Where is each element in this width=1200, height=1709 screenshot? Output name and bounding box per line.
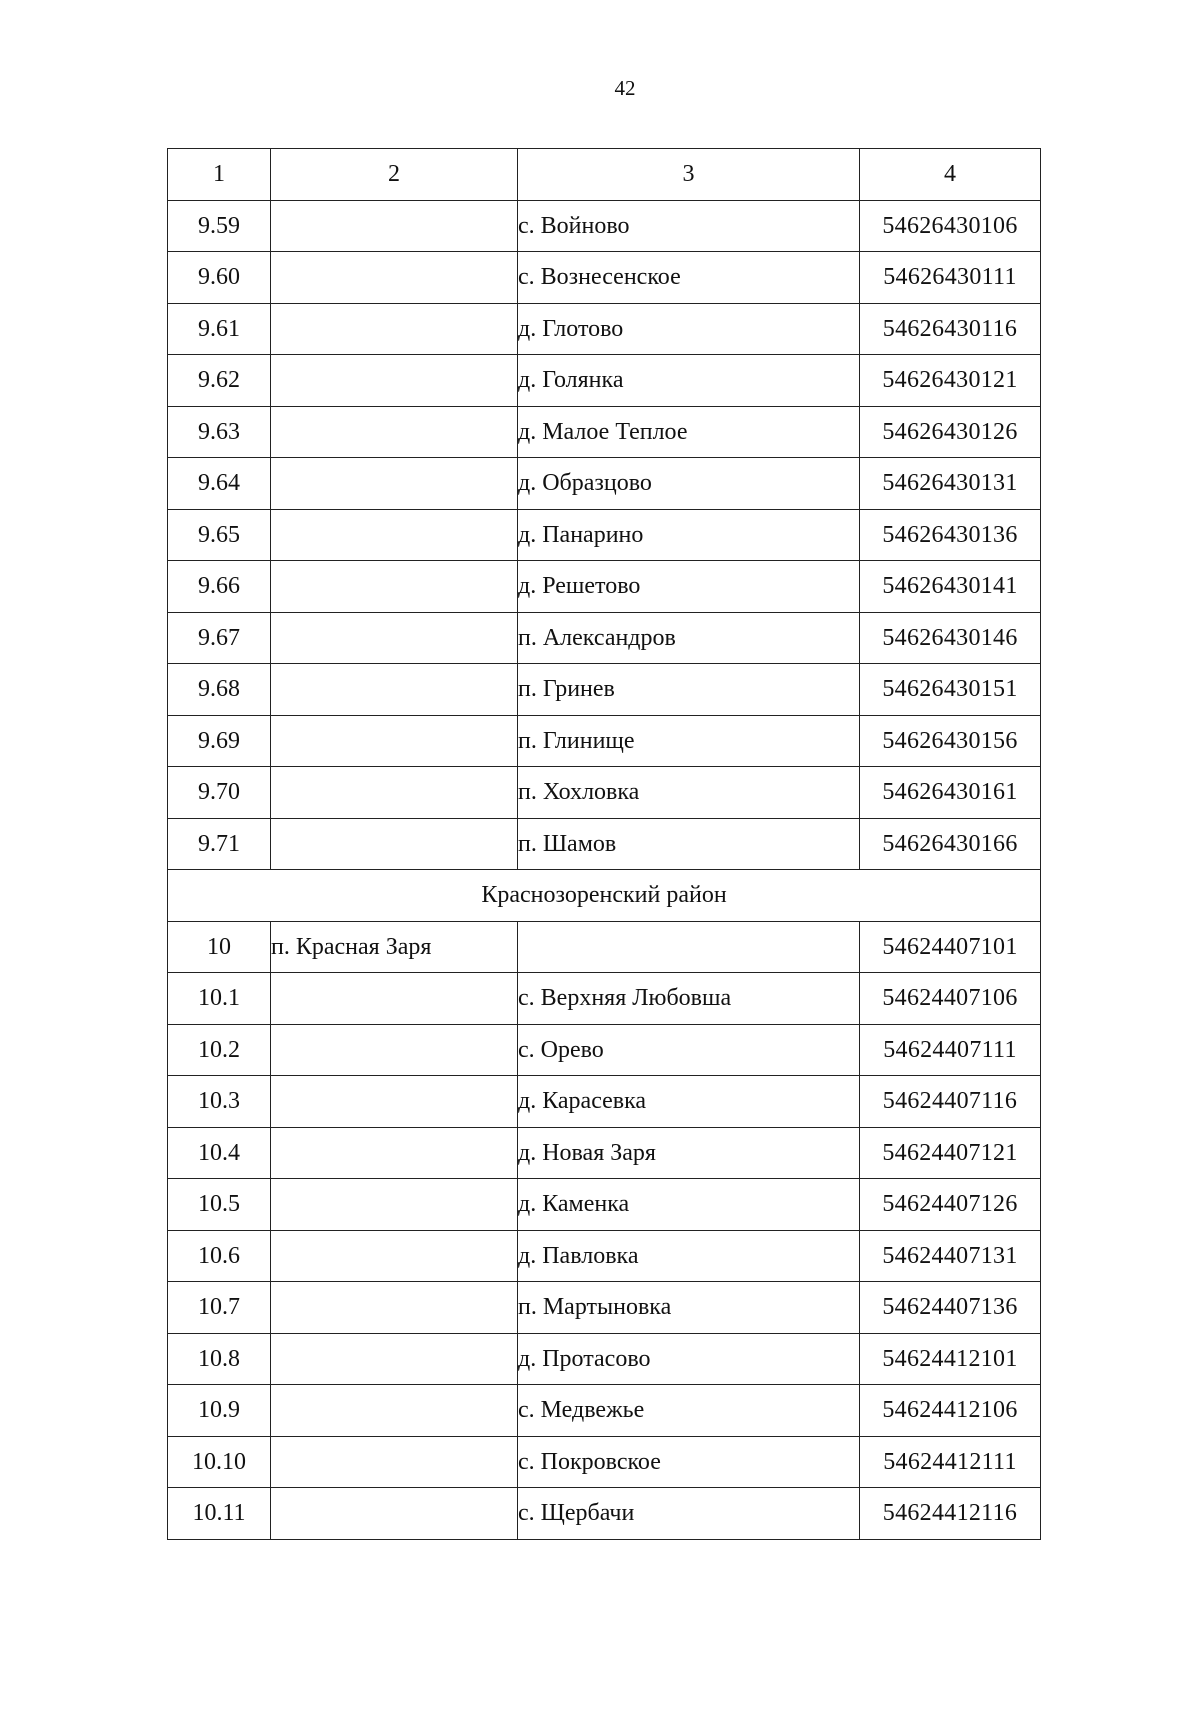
settlement-name-cell — [271, 561, 518, 613]
column-header: 3 — [518, 149, 860, 201]
settlement-name-cell — [271, 818, 518, 870]
column-header: 2 — [271, 149, 518, 201]
locality-name-cell: д. Решетово — [518, 561, 860, 613]
settlement-name-cell — [271, 458, 518, 510]
locality-name-cell: с. Верхняя Любовша — [518, 973, 860, 1025]
settlement-name-cell — [271, 355, 518, 407]
row-number-cell: 9.66 — [168, 561, 271, 613]
locality-name-cell: п. Мартыновка — [518, 1282, 860, 1334]
oktmo-code-cell: 54626430151 — [860, 664, 1041, 716]
settlement-name-cell — [271, 973, 518, 1025]
locality-name-cell: с. Орево — [518, 1024, 860, 1076]
oktmo-code-cell: 54624407101 — [860, 921, 1041, 973]
locality-name-cell: с. Щербачи — [518, 1488, 860, 1540]
row-number-cell: 10.9 — [168, 1385, 271, 1437]
settlement-name-cell — [271, 1179, 518, 1231]
row-number-cell: 10.5 — [168, 1179, 271, 1231]
settlement-name-cell — [271, 1127, 518, 1179]
row-number-cell: 9.60 — [168, 252, 271, 304]
row-number-cell: 9.65 — [168, 509, 271, 561]
table-row — [168, 1333, 1041, 1385]
table-row — [168, 1076, 1041, 1128]
table-row — [168, 921, 1041, 973]
settlement-name-cell — [271, 303, 518, 355]
settlement-name-cell — [271, 1488, 518, 1540]
row-number-cell: 9.64 — [168, 458, 271, 510]
table-row — [168, 664, 1041, 716]
row-number-cell: 9.71 — [168, 818, 271, 870]
settlement-name-cell — [271, 612, 518, 664]
settlement-name-cell — [271, 509, 518, 561]
table-row — [168, 1488, 1041, 1540]
row-number-cell: 10.7 — [168, 1282, 271, 1334]
settlement-name-cell — [271, 252, 518, 304]
row-number-cell: 10.2 — [168, 1024, 271, 1076]
locality-name-cell — [518, 921, 860, 973]
oktmo-code-cell: 54626430121 — [860, 355, 1041, 407]
table-row — [168, 612, 1041, 664]
table-row — [168, 355, 1041, 407]
row-number-cell: 10 — [168, 921, 271, 973]
row-number-cell: 9.62 — [168, 355, 271, 407]
row-number-cell: 9.63 — [168, 406, 271, 458]
section-row — [168, 870, 1041, 922]
settlement-name-cell — [271, 1076, 518, 1128]
table-row — [168, 509, 1041, 561]
table-row — [168, 973, 1041, 1025]
row-number-cell: 10.11 — [168, 1488, 271, 1540]
settlement-name-cell — [271, 1282, 518, 1334]
table-row — [168, 715, 1041, 767]
row-number-cell: 10.8 — [168, 1333, 271, 1385]
settlement-name-cell — [271, 664, 518, 716]
settlement-name-cell: п. Красная Заря — [271, 921, 518, 973]
locality-name-cell: с. Войново — [518, 200, 860, 252]
page-number: 42 — [614, 76, 636, 100]
locality-name-cell: д. Малое Теплое — [518, 406, 860, 458]
table-row — [168, 200, 1041, 252]
row-number-cell: 9.61 — [168, 303, 271, 355]
oktmo-code-cell: 54626430156 — [860, 715, 1041, 767]
column-header: 4 — [860, 149, 1041, 201]
locality-name-cell: с. Медвежье — [518, 1385, 860, 1437]
settlement-name-cell — [271, 715, 518, 767]
oktmo-code-cell: 54624412111 — [860, 1436, 1041, 1488]
table-row — [168, 1436, 1041, 1488]
oktmo-code-cell: 54624407136 — [860, 1282, 1041, 1334]
locality-name-cell: д. Павловка — [518, 1230, 860, 1282]
oktmo-code-cell: 54624407131 — [860, 1230, 1041, 1282]
oktmo-code-cell: 54624412101 — [860, 1333, 1041, 1385]
oktmo-code-cell: 54626430126 — [860, 406, 1041, 458]
table-row — [168, 1230, 1041, 1282]
table-row — [168, 1127, 1041, 1179]
locality-name-cell: с. Вознесенское — [518, 252, 860, 304]
row-number-cell: 9.67 — [168, 612, 271, 664]
table-row — [168, 303, 1041, 355]
locality-name-cell: д. Карасевка — [518, 1076, 860, 1128]
oktmo-code-cell: 54626430131 — [860, 458, 1041, 510]
table-row — [168, 458, 1041, 510]
row-number-cell: 10.6 — [168, 1230, 271, 1282]
locality-name-cell: п. Шамов — [518, 818, 860, 870]
row-number-cell: 10.10 — [168, 1436, 271, 1488]
settlement-name-cell — [271, 1333, 518, 1385]
oktmo-code-cell: 54626430161 — [860, 767, 1041, 819]
table-row — [168, 1024, 1041, 1076]
locality-name-cell: п. Александров — [518, 612, 860, 664]
row-number-cell: 9.59 — [168, 200, 271, 252]
table-header-row — [168, 149, 1041, 201]
settlements-table — [167, 148, 1041, 1540]
settlement-name-cell — [271, 1024, 518, 1076]
locality-name-cell: д. Голянка — [518, 355, 860, 407]
oktmo-code-cell: 54624407111 — [860, 1024, 1041, 1076]
locality-name-cell: д. Образцово — [518, 458, 860, 510]
oktmo-code-cell: 54626430146 — [860, 612, 1041, 664]
oktmo-code-cell: 54624407116 — [860, 1076, 1041, 1128]
locality-name-cell: д. Глотово — [518, 303, 860, 355]
locality-name-cell: д. Новая Заря — [518, 1127, 860, 1179]
settlement-name-cell — [271, 200, 518, 252]
table-row — [168, 818, 1041, 870]
oktmo-code-cell: 54624412116 — [860, 1488, 1041, 1540]
table-row — [168, 561, 1041, 613]
row-number-cell: 10.1 — [168, 973, 271, 1025]
settlement-name-cell — [271, 406, 518, 458]
oktmo-code-cell: 54624407121 — [860, 1127, 1041, 1179]
oktmo-code-cell: 54626430136 — [860, 509, 1041, 561]
oktmo-code-cell: 54626430106 — [860, 200, 1041, 252]
table-row — [168, 1385, 1041, 1437]
oktmo-code-cell: 54624407126 — [860, 1179, 1041, 1231]
row-number-cell: 10.4 — [168, 1127, 271, 1179]
locality-name-cell: п. Гринев — [518, 664, 860, 716]
section-title: Краснозоренский район — [168, 870, 1041, 922]
row-number-cell: 9.69 — [168, 715, 271, 767]
row-number-cell: 9.68 — [168, 664, 271, 716]
locality-name-cell: д. Каменка — [518, 1179, 860, 1231]
table-row — [168, 1179, 1041, 1231]
column-header: 1 — [168, 149, 271, 201]
oktmo-code-cell: 54624412106 — [860, 1385, 1041, 1437]
settlement-name-cell — [271, 1385, 518, 1437]
row-number-cell: 9.70 — [168, 767, 271, 819]
table-row — [168, 252, 1041, 304]
table-row — [168, 767, 1041, 819]
locality-name-cell: п. Хохловка — [518, 767, 860, 819]
locality-name-cell: с. Покровское — [518, 1436, 860, 1488]
locality-name-cell: п. Глинище — [518, 715, 860, 767]
oktmo-code-cell: 54626430111 — [860, 252, 1041, 304]
table-row — [168, 1282, 1041, 1334]
oktmo-code-cell: 54624407106 — [860, 973, 1041, 1025]
locality-name-cell: д. Протасово — [518, 1333, 860, 1385]
settlement-name-cell — [271, 767, 518, 819]
settlement-name-cell — [271, 1436, 518, 1488]
oktmo-code-cell: 54626430166 — [860, 818, 1041, 870]
locality-name-cell: д. Панарино — [518, 509, 860, 561]
settlement-name-cell — [271, 1230, 518, 1282]
oktmo-code-cell: 54626430116 — [860, 303, 1041, 355]
table-row — [168, 406, 1041, 458]
oktmo-code-cell: 54626430141 — [860, 561, 1041, 613]
row-number-cell: 10.3 — [168, 1076, 271, 1128]
